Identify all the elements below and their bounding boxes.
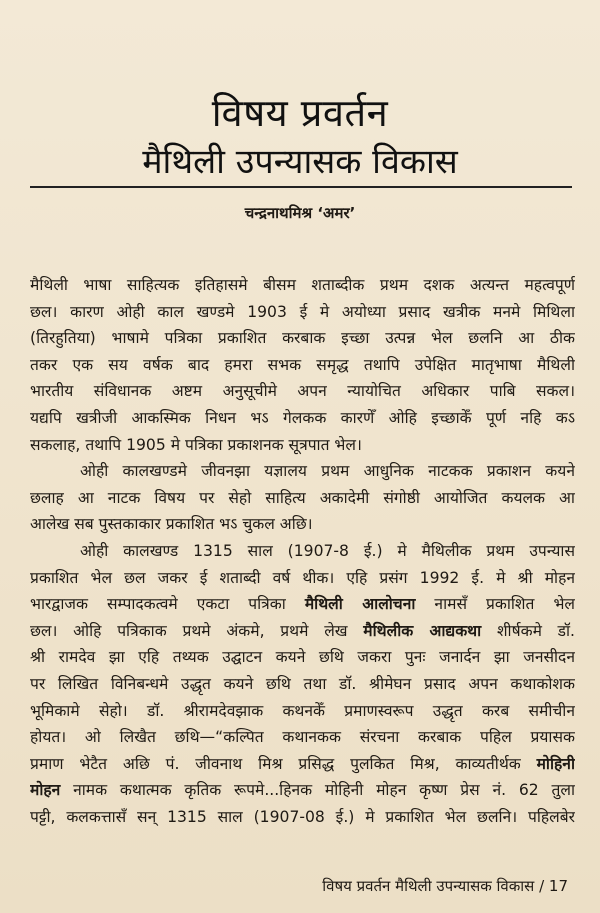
text-line	[30, 618, 575, 645]
text-line: प्रकाशित भेल छल जकर ई शताब्दी वर्ष थीक। एहि प्रसंग 1992 ई. मे श्री मोहन	[30, 568, 575, 587]
author-name: चन्द्रनाथमिश्र ‘अमर’	[244, 204, 356, 222]
text-segment: नामक कथात्मक कृतिक रूपमे...हिनक मोहिनी मोहन कृष्ण प्रेस नं. 62 तुला	[60, 781, 575, 800]
chapter-subtitle: मैथिली उपन्यासक विकास	[142, 142, 458, 182]
text-line: (तिरहुतिया) भाषामे पत्रिका प्रकाशित करबाक इच्छा उत्पन्न भेल छलनि आ ठीक	[30, 329, 575, 348]
text-segment: नामसँ प्रकाशित भेल	[415, 595, 575, 614]
journal-title: मैथिली आलोचना	[304, 595, 416, 614]
text-line: पट्टी, कलकत्तासँ सन् 1315 साल (1907-08 ई.) मे प्रकाशित भेल छलनि। पहिलबेर	[30, 807, 575, 826]
page-footer: विषय प्रवर्तन मैथिली उपन्यासक विकास / 17	[322, 877, 568, 895]
chapter-title: विषय प्रवर्तन	[211, 91, 389, 135]
text-segment: छल। ओहि पत्रिकाक प्रथमे अंकमे, प्रथमे लेख	[30, 621, 364, 640]
text-line: सकलाह, तथापि 1905 मे पत्रिका प्रकाशनक सूत्रपात भेल।	[30, 435, 362, 454]
text-segment: प्रमाण भेटैत अछि पं. जीवनाथ मिश्र प्रसिद्ध पुलकित मिश्र, काव्यतीर्थक	[30, 754, 537, 773]
text-line: भूमिकामे सेहो। डॉ. श्रीरामदेवझाक कथनकेँ प्रमाणस्वरूप उद्धृत करब समीचीन	[30, 701, 575, 720]
title-rule	[30, 186, 572, 188]
text-line: ओही कालखण्ड 1315 साल (1907-8 ई.) मे मैथिलीक प्रथम उपन्यास	[80, 541, 575, 560]
text-segment: भारद्वाजक सम्पादकत्वमे एकटा पत्रिका	[30, 595, 305, 614]
text-line: तकर एक सय वर्षक बाद हमरा सभक समृद्ध तथापि उपेक्षित मातृभाषा मैथिली	[30, 355, 575, 374]
text-segment: शीर्षकमे डॉ.	[481, 621, 575, 640]
text-line: होयत। ओ लिखैत छथि—“कल्पित कथानकक संरचना करबाक पहिल प्रयासक	[30, 728, 575, 747]
text-line: ओही कालखण्डमे जीवनझा यज्ञालय प्रथम आधुनिक नाटकक प्रकाशन कयने	[80, 462, 575, 481]
text-line: पर लिखित विनिबन्धमे उद्धृत कयने छथि तथा डॉ. श्रीमेघन प्रसाद अपन कथाकोशक	[30, 674, 575, 693]
text-line: छल। कारण ओही काल खण्डमे 1903 ई मे अयोध्या प्रसाद खत्रीक मनमे मिथिला	[30, 302, 575, 321]
text-line: भारतीय संविधानक अष्टम अनुसूचीमे अपन न्यायोचित अधिकार पाबि सकल।	[30, 382, 575, 401]
article-title: मैथिलीक आद्यकथा	[363, 621, 482, 640]
text-line: मैथिली भाषा साहित्यक इतिहासमे बीसम शताब्दीक प्रथम दशक अत्यन्त महत्वपूर्ण	[30, 276, 575, 294]
text-line	[30, 591, 575, 618]
body-text	[30, 272, 575, 830]
text-line: आलेख सब पुस्तकाकार प्रकाशित भऽ चुकल अछि।	[30, 515, 313, 534]
text-line: यद्यपि खत्रीजी आकस्मिक निधन भऽ गेलकक कारणेँ ओहि इच्छाकेँ पूर्ण नहि कऽ	[30, 408, 575, 427]
text-line	[30, 777, 575, 804]
text-line	[30, 751, 575, 778]
text-line: छलाह आ नाटक विषय पर सेहो साहित्य अकादेमी संगोष्ठी आयोजित कयलक आ	[30, 488, 575, 507]
text-line: श्री रामदेव झा एहि तथ्यक उद्घाटन कयने छथि जकरा पुनः जनार्दन झा जनसीदन	[30, 648, 575, 667]
book-title-part1: मोहिनी	[536, 754, 575, 773]
book-title-part2: मोहन	[30, 781, 61, 800]
